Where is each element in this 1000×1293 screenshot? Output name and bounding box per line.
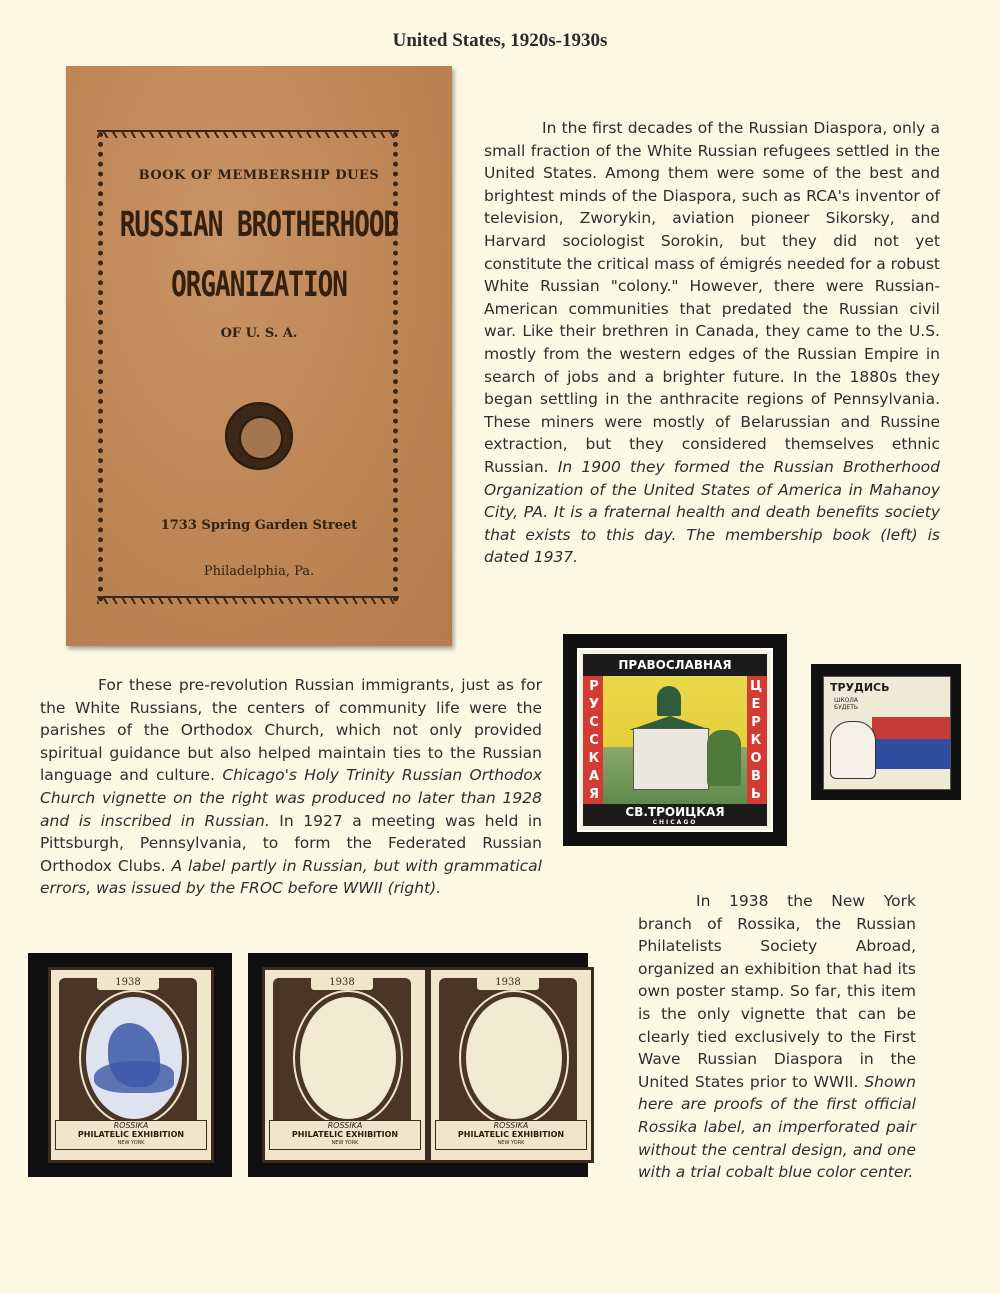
- rossika-blue-proof-mount: [28, 953, 232, 1177]
- rossika-proof-left: [262, 967, 428, 1163]
- froc-label-mount: [811, 664, 961, 800]
- booklet-border-top: [97, 130, 399, 138]
- paragraph-italic-text: In 1900 they formed the Russian Brotherhood Organization of the United States of America in Mahanoy City, PA. It is a fraternal health and death benefits society that exists to this day. The membership book (left) is dated 1937.: [484, 457, 940, 567]
- froc-title: ТРУДИСЬ: [830, 681, 890, 694]
- paragraph-rossika: [638, 890, 916, 1184]
- paragraph-orthodox-church: [40, 674, 542, 900]
- paragraph-text: In 1938 the New York branch of Rossika, the Russian Philatelists Society Abroad, organized an exhibition that had its own poster stamp. So far, this item is the only vignette that can be clearly tied exclusively to the First Wave Russian Diaspora in the United States prior to WWII.: [638, 892, 916, 1091]
- student-figure: [830, 721, 876, 779]
- cobalt-center: [81, 992, 187, 1124]
- proof-year: 1938: [97, 976, 159, 990]
- rossika-proof-right: [428, 967, 594, 1163]
- booklet-title-line2: ORGANIZATION: [171, 264, 347, 306]
- paragraph-russian-brotherhood: [484, 117, 940, 569]
- booklet-seal-emblem: [225, 402, 293, 470]
- stamp-top-inscription: ПРАВОСЛАВНАЯ: [583, 654, 767, 676]
- booklet-title-line1: RUSSIAN BROTHERHOOD: [119, 204, 399, 246]
- rossika-blue-proof: [48, 967, 214, 1163]
- proof-banner: ROSSIKA PHILATELIC EXHIBITION NEW YORK: [55, 1120, 207, 1150]
- stamp-left-inscription: Р У С С К А Я: [588, 679, 600, 802]
- proof-year: 1938: [311, 976, 373, 990]
- booklet-heading: BOOK OF MEMBERSHIP DUES: [138, 168, 380, 183]
- empty-center: [461, 992, 567, 1124]
- membership-booklet-image: [66, 66, 452, 646]
- church-illustration: [603, 676, 747, 804]
- empty-center: [295, 992, 401, 1124]
- froc-subtitle: ШКОЛА БУДЕТЬ: [834, 697, 859, 711]
- holy-trinity-stamp-mount: [563, 634, 787, 846]
- booklet-border-bottom: [97, 596, 399, 604]
- booklet-address: 1733 Spring Garden Street: [160, 518, 358, 533]
- paragraph-italic-text: Chicago's Holy Trinity Russian Orthodox Church vignette on the right was produced no later than 1928 and is inscribed in Russian.: [40, 766, 543, 830]
- paragraph-text: For these pre-revolution Russian immigrants, just as for the White Russians, the centers of community life were the parishes of the Orthodox Church, which not only provided spiritual guidance but also helped maintain ties to the Russian language and culture.: [40, 676, 542, 785]
- stamp-bottom-inscription: СВ.ТРОИЦКАЯ CHICAGO: [583, 804, 767, 826]
- stamp-right-inscription: Ц Е Р К О В Ь: [749, 679, 763, 802]
- paragraph-text: In the first decades of the Russian Diaspora, only a small fraction of the White Russian refugees settled in the United States. Among them were some of the best and brightest minds of the Diaspora, such as RCA's inventor of television, Zworykin, aviation pioneer Sikorsky, and Harvard sociologist Sorokin, but they did not yet constitute the critical mass of émigrés needed for a robust White Russian "colony." However, there were Russian-American communities that predated the Russian civil war. Like their brethren in Canada, they came to the U.S. mostly from the western edges of the Russian Empire in search of jobs and a brighter future. In the 1880s they began settling in the anthracite regions of Pennsylvania. These miners were mostly of Belarussian and Russine extraction, but they considered themselves ethnic Russian.: [484, 119, 940, 476]
- paragraph-italic-text: A label partly in Russian, but with grammatical errors, was issued by the FROC before WWII (right).: [40, 856, 542, 898]
- flag-red-band: [872, 717, 950, 741]
- paragraph-italic-text: Shown here are proofs of the first official Rossika label, an imperforated pair without the central design, and one with a trial cobalt blue color center.: [638, 1072, 916, 1182]
- page-title: United States, 1920s-1930s: [392, 30, 608, 51]
- proof-banner: ROSSIKA PHILATELIC EXHIBITION NEW YORK: [269, 1120, 421, 1150]
- froc-label: [823, 676, 951, 790]
- holy-trinity-stamp: [577, 648, 773, 832]
- booklet-city: Philadelphia, Pa.: [203, 564, 315, 579]
- proof-year: 1938: [477, 976, 539, 990]
- rossika-imperf-pair-mount: [248, 953, 588, 1177]
- stamp-city: CHICAGO: [652, 819, 698, 826]
- horseman-figure: [108, 1023, 160, 1087]
- booklet-title-line3: OF U. S. A.: [220, 326, 298, 341]
- paragraph-text: In 1927 a meeting was held in Pittsburgh, Pennsylvania, to form the Federated Russian Orthodox Clubs.: [40, 811, 542, 875]
- proof-banner: ROSSIKA PHILATELIC EXHIBITION NEW YORK: [435, 1120, 587, 1150]
